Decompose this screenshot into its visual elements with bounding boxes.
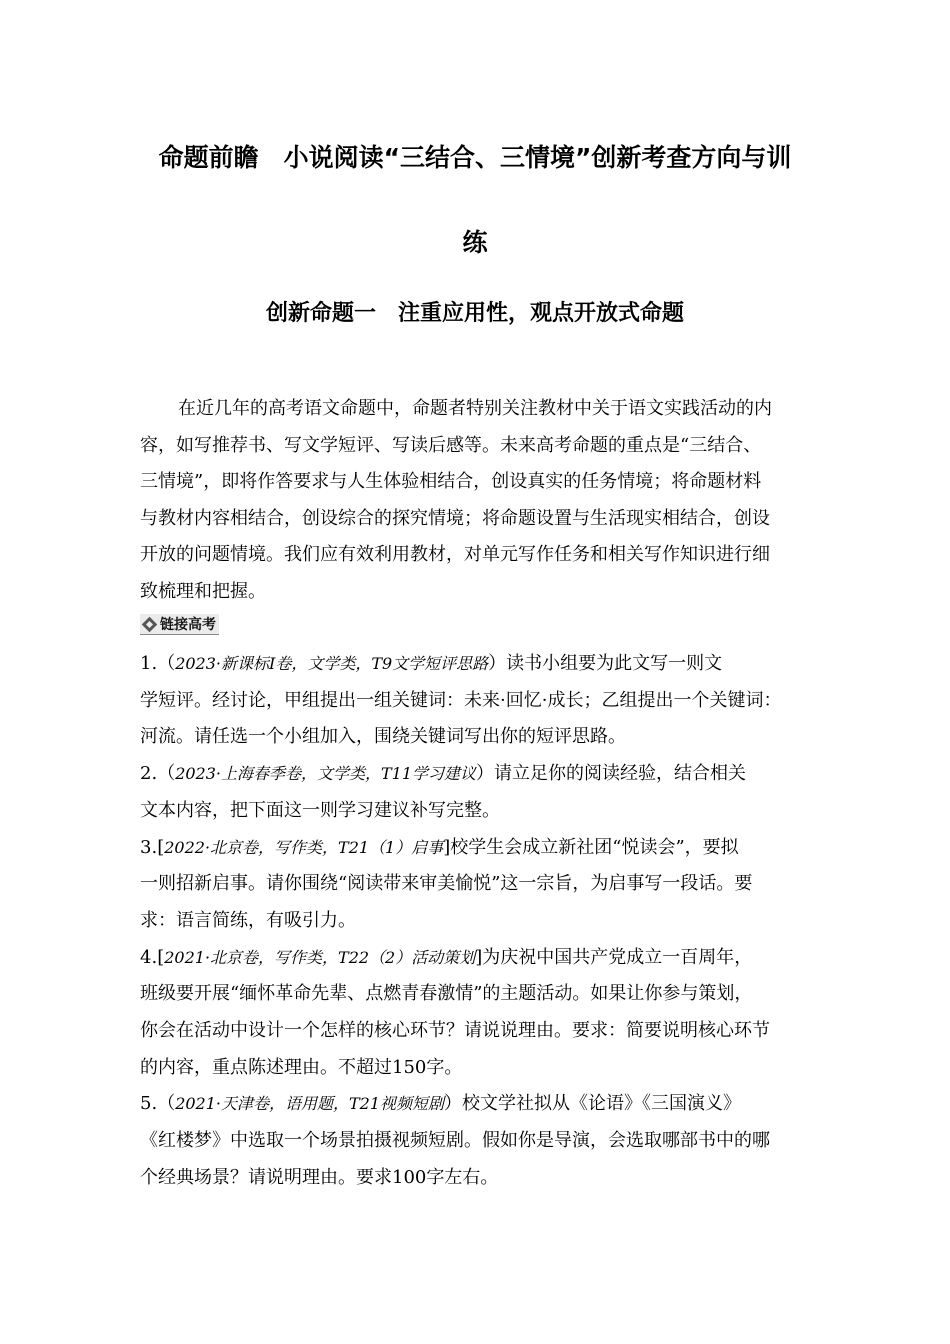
- intro-line: 致梳理和把握。: [140, 580, 266, 602]
- diamond-icon: [142, 616, 158, 632]
- question-source: 2021·北京卷，写作类，T22（2）活动策划: [164, 947, 476, 967]
- question-source: 2022·北京卷，写作类，T21（1）启事: [164, 837, 444, 857]
- intro-line: 在近几年的高考语文命题中，命题者特别关注教材中关于语文实践活动的内: [178, 398, 772, 419]
- section-badge: [140, 614, 219, 635]
- question-source: 2023·上海春季卷，文学类，T11学习建议: [175, 764, 477, 784]
- section-subtitle: 创新命题一 注重应用性，观点开放式命题: [265, 301, 684, 326]
- question-text-line: 的内容，重点陈述理由。不超过150字。: [140, 1056, 463, 1078]
- question-number: 4.: [140, 946, 158, 968]
- page-title-line-2: 练: [462, 228, 488, 257]
- bracket-open: （: [157, 763, 176, 785]
- question-text: 为庆祝中国共产党成立一百周年，: [482, 946, 753, 968]
- question-source: 2021·天津卷，语用题，T21视频短剧: [175, 1094, 445, 1114]
- question-text-line: 《红楼梦》中选取一个场景拍摄视频短剧。假如你是导演，会选取哪部书中的哪: [140, 1130, 770, 1152]
- question-text-line: 学短评。经讨论，甲组提出一组关键词：未来·回忆·成长；乙组提出一个关键词：: [140, 689, 782, 711]
- bracket-close: ]: [443, 836, 451, 858]
- question-text-line: 文本内容，把下面这一则学习建议补写完整。: [140, 799, 500, 821]
- question-3: [140, 830, 830, 867]
- question-5: [140, 1086, 830, 1123]
- intro-line: 与教材内容相结合，创设综合的探究情境；将命题设置与生活现实相结合，创设: [140, 507, 770, 529]
- bracket-close: ）: [476, 763, 495, 785]
- bracket-close: ）: [488, 653, 507, 674]
- bracket-open: （: [157, 1093, 176, 1115]
- bracket-close: ）: [444, 1093, 463, 1115]
- bracket-close: ]: [475, 946, 483, 968]
- question-text: 请立足你的阅读经验，结合相关: [494, 763, 747, 785]
- intro-paragraph: [140, 391, 815, 610]
- intro-line: 三情境”，即将作答要求与人生体验相结合，创设真实的任务情境；将命题材料: [140, 471, 762, 492]
- question-number: 1.: [140, 653, 158, 674]
- question-text-line: 班级要开展“缅怀革命先辈、点燃青春激情”的主题活动。如果让你参与策划，: [140, 983, 753, 1005]
- question-list: [140, 646, 830, 1197]
- question-2: [140, 756, 830, 793]
- bracket-open: （: [157, 653, 176, 674]
- question-text: 读书小组要为此文写一则文: [506, 653, 723, 674]
- bracket-open: [: [157, 836, 165, 858]
- question-number: 3.: [140, 836, 158, 858]
- section-badge-label: 链接高考: [160, 617, 216, 633]
- question-4: [140, 940, 830, 977]
- question-text-line: 一则招新启事。请你围绕“阅读带来审美愉悦”这一宗旨，为启事写一段话。要: [140, 873, 753, 895]
- page-title-line-1: 命题前瞻 小说阅读“三结合、三情境”创新考查方向与训: [158, 143, 792, 172]
- question-text-line: 河流。请任选一个小组加入，围绕关键词写出你的短评思路。: [140, 726, 626, 748]
- question-text-line: 个经典场景？请说明理由。要求100字左右。: [140, 1166, 499, 1188]
- question-text: 校文学社拟从《论语》《三国演义》: [462, 1093, 742, 1115]
- intro-line: 开放的问题情境。我们应有效利用教材，对单元写作任务和相关写作知识进行细: [140, 544, 770, 565]
- intro-line: 容，如写推荐书、写文学短评、写读后感等。未来高考命题的重点是“三结合、: [140, 434, 762, 456]
- question-text-line: 你会在活动中设计一个怎样的核心环节？请说说理由。要求：简要说明核心环节: [140, 1020, 770, 1042]
- question-number: 5.: [140, 1093, 158, 1115]
- question-1: [140, 646, 830, 683]
- question-source: 2023·新课标Ⅰ卷，文学类，T9文学短评思路: [175, 654, 489, 673]
- bracket-open: [: [157, 946, 165, 968]
- question-number: 2.: [140, 763, 158, 785]
- question-text: 校学生会成立新社团“悦读会”，要拟: [450, 836, 739, 858]
- question-text-line: 求：语言简练，有吸引力。: [140, 909, 356, 931]
